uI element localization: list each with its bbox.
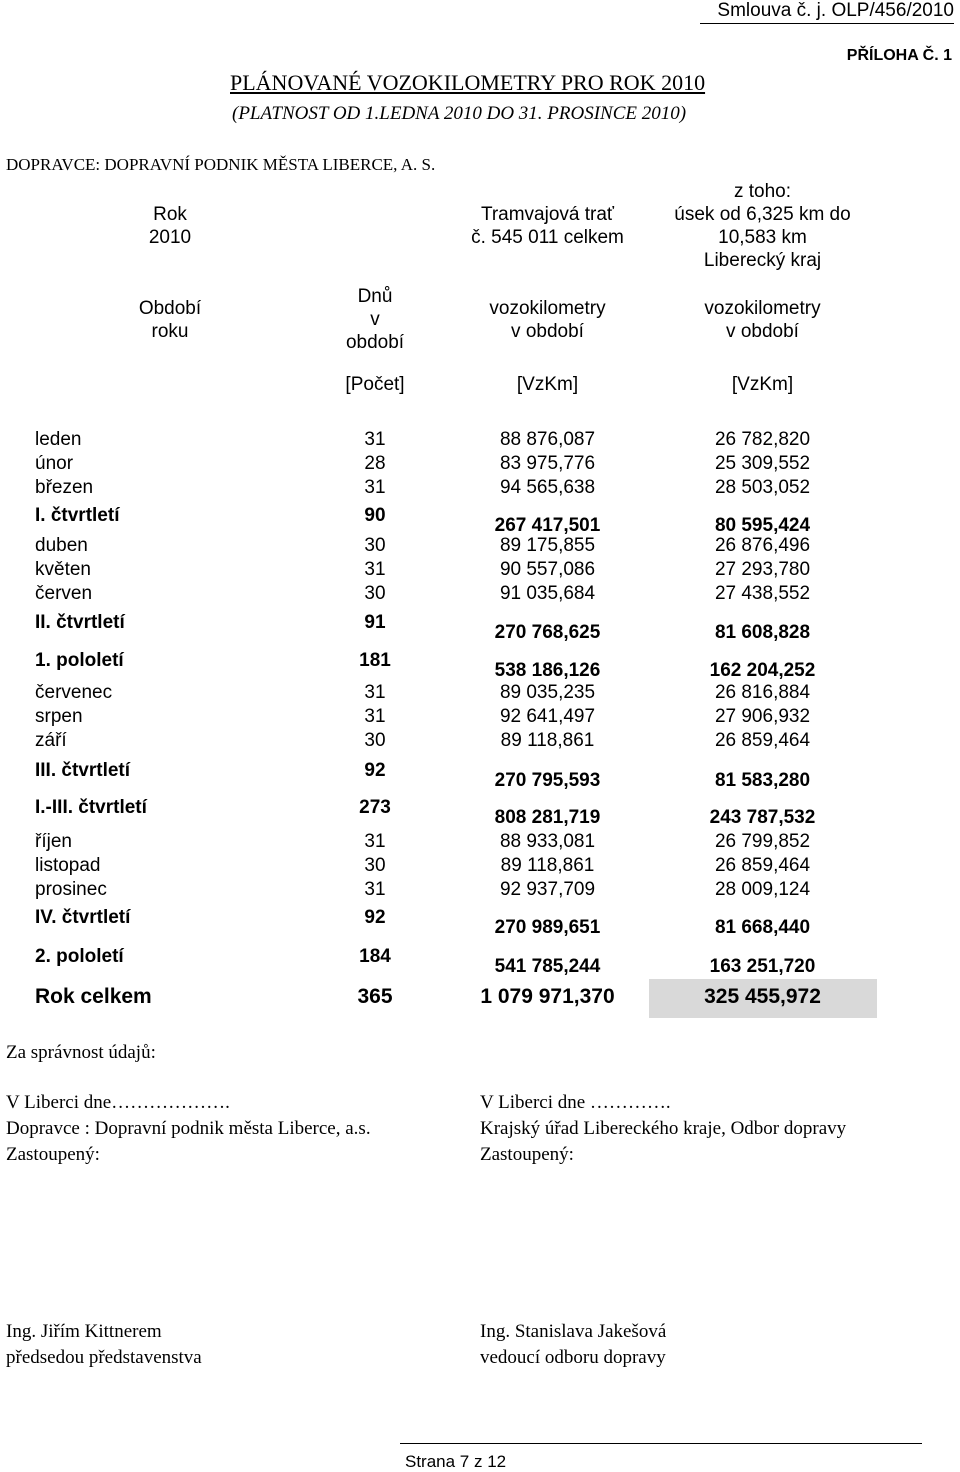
row-region-vzkm: 28 009,124: [714, 879, 811, 900]
right-signature-block: [480, 1090, 846, 1168]
row-label: září: [35, 730, 67, 751]
row-days: 31: [364, 706, 386, 727]
row-label: březen: [35, 477, 94, 498]
row-tram-vzkm: 94 565,638: [499, 477, 596, 498]
year-header: Rok 2010: [148, 204, 192, 248]
total-region-vzkm: 325 455,972: [704, 985, 821, 1008]
row-days: 92: [364, 907, 386, 928]
row-days: 184: [359, 946, 391, 967]
row-tram-vzkm: 83 975,776: [499, 453, 596, 474]
row-label: prosinec: [35, 879, 107, 900]
row-region-vzkm: 26 876,496: [714, 535, 811, 556]
row-label: II. čtvrtletí: [35, 612, 125, 633]
tram-vzkm-header: vozokilometry v období: [489, 298, 606, 342]
page-number: Strana 7 z 12: [405, 1452, 507, 1471]
row-tram-vzkm: 90 557,086: [499, 559, 596, 580]
right-organization: Krajský úřad Libereckého kraje, Odbor dopravy: [480, 1118, 847, 1139]
row-label: květen: [35, 559, 91, 580]
row-region-vzkm: 25 309,552: [714, 453, 811, 474]
validity-subtitle: (PLATNOST OD 1.LEDNA 2010 DO 31. PROSINCE 2010): [232, 103, 687, 124]
row-tram-vzkm: 89 175,855: [499, 535, 596, 556]
row-days: 30: [364, 855, 386, 876]
row-region-vzkm: 27 438,552: [714, 583, 811, 604]
section-header: z toho: úsek od 6,325 km do 10,583 km Liberecký kraj: [674, 181, 851, 271]
row-region-vzkm: 81 583,280: [714, 770, 811, 791]
left-represented: Zastoupený:: [6, 1144, 100, 1165]
row-tram-vzkm: 808 281,719: [494, 807, 601, 828]
right-signatory-role: vedoucí odboru dopravy: [480, 1347, 666, 1368]
row-days: 91: [364, 612, 386, 633]
carrier-line: DOPRAVCE: DOPRAVNÍ PODNIK MĚSTA LIBERCE, A. S.: [6, 155, 436, 174]
row-label: III. čtvrtletí: [35, 760, 131, 781]
tram-unit: [VzKm]: [516, 374, 579, 395]
left-signatory: [6, 1319, 202, 1371]
total-label: Rok celkem: [35, 985, 152, 1008]
row-days: 92: [364, 760, 386, 781]
row-label: IV. čtvrtletí: [35, 907, 131, 928]
row-region-vzkm: 26 816,884: [714, 682, 811, 703]
accuracy-statement: Za správnost údajů:: [6, 1042, 156, 1063]
row-label: 2. pololetí: [35, 946, 124, 967]
row-days: 90: [364, 505, 386, 526]
row-tram-vzkm: 89 118,861: [500, 730, 595, 751]
row-label: únor: [35, 453, 74, 474]
header-rule: [700, 23, 954, 24]
left-organization: Dopravce : Dopravní podnik města Liberce, a.s.: [6, 1118, 371, 1139]
annex-text: ŘÍLOHA Č.: [857, 47, 939, 64]
row-tram-vzkm: 92 937,709: [499, 879, 596, 900]
row-days: 28: [364, 453, 386, 474]
row-tram-vzkm: 267 417,501: [494, 515, 601, 536]
row-days: 30: [364, 535, 386, 556]
row-region-vzkm: 27 293,780: [714, 559, 811, 580]
annex-number: 1: [943, 47, 952, 64]
row-days: 31: [364, 831, 386, 852]
row-region-vzkm: 163 251,720: [709, 956, 816, 977]
row-days: 30: [364, 583, 386, 604]
row-label: srpen: [35, 706, 83, 727]
period-header: Období roku: [138, 298, 202, 342]
left-signature-block: [6, 1090, 371, 1168]
row-region-vzkm: 81 668,440: [714, 917, 811, 938]
row-label: listopad: [35, 855, 101, 876]
row-region-vzkm: 28 503,052: [714, 477, 811, 498]
track-header: Tramvajová trať č. 545 011 celkem: [471, 204, 624, 248]
row-tram-vzkm: 270 795,593: [494, 770, 601, 791]
days-header: Dnů v období: [345, 286, 405, 353]
row-region-vzkm: 27 906,932: [714, 706, 811, 727]
right-signatory-name: Ing. Stanislava Jakešová: [480, 1321, 667, 1342]
right-represented: Zastoupený:: [480, 1144, 574, 1165]
row-tram-vzkm: 91 035,684: [499, 583, 596, 604]
row-region-vzkm: 26 859,464: [714, 730, 811, 751]
row-tram-vzkm: 270 768,625: [494, 622, 601, 643]
region-vzkm-header: vozokilometry v období: [704, 298, 821, 342]
annex-initial: P: [846, 47, 858, 64]
row-label: říjen: [35, 831, 72, 852]
row-tram-vzkm: 92 641,497: [499, 706, 596, 727]
row-region-vzkm: 26 859,464: [714, 855, 811, 876]
row-region-vzkm: 243 787,532: [709, 807, 816, 828]
row-tram-vzkm: 270 989,651: [494, 917, 601, 938]
row-days: 30: [364, 730, 386, 751]
row-days: 31: [364, 879, 386, 900]
page-title: PLÁNOVANÉ VOZOKILOMETRY PRO ROK 2010: [230, 70, 706, 95]
footer-rule: [400, 1443, 922, 1444]
days-unit: [Počet]: [345, 374, 405, 395]
row-tram-vzkm: 89 118,861: [500, 855, 595, 876]
row-tram-vzkm: 89 035,235: [499, 682, 596, 703]
row-region-vzkm: 80 595,424: [714, 515, 811, 536]
row-days: 31: [364, 682, 386, 703]
row-days: 273: [359, 797, 391, 818]
row-days: 31: [364, 477, 386, 498]
row-label: duben: [35, 535, 88, 556]
row-label: I. čtvrtletí: [35, 505, 120, 526]
row-label: I.-III. čtvrtletí: [35, 797, 147, 818]
row-label: červen: [35, 583, 93, 604]
row-tram-vzkm: 538 186,126: [494, 660, 601, 681]
left-place-date: V Liberci dne……………….: [6, 1092, 230, 1113]
row-tram-vzkm: 88 933,081: [499, 831, 596, 852]
row-label: leden: [35, 429, 82, 450]
row-label: 1. pololetí: [35, 650, 124, 671]
row-region-vzkm: 81 608,828: [714, 622, 811, 643]
row-days: 31: [364, 559, 386, 580]
annex-label: [847, 47, 952, 65]
right-signatory: [480, 1319, 666, 1371]
row-days: 181: [359, 650, 391, 671]
region-unit: [VzKm]: [731, 374, 794, 395]
contract-reference: Smlouva č. j. OLP/456/2010: [717, 0, 954, 21]
row-region-vzkm: 26 782,820: [714, 429, 811, 450]
row-region-vzkm: 162 204,252: [709, 660, 816, 681]
total-days: 365: [357, 985, 393, 1008]
row-region-vzkm: 26 799,852: [714, 831, 811, 852]
left-signatory-name: Ing. Jiřím Kittnerem: [6, 1321, 162, 1342]
row-label: červenec: [35, 682, 113, 703]
total-tram-vzkm: 1 079 971,370: [480, 985, 615, 1008]
right-place-date: V Liberci dne ………….: [480, 1092, 671, 1113]
row-tram-vzkm: 541 785,244: [494, 956, 601, 977]
left-signatory-role: předsedou představenstva: [6, 1347, 202, 1368]
row-days: 31: [364, 429, 386, 450]
row-tram-vzkm: 88 876,087: [499, 429, 596, 450]
